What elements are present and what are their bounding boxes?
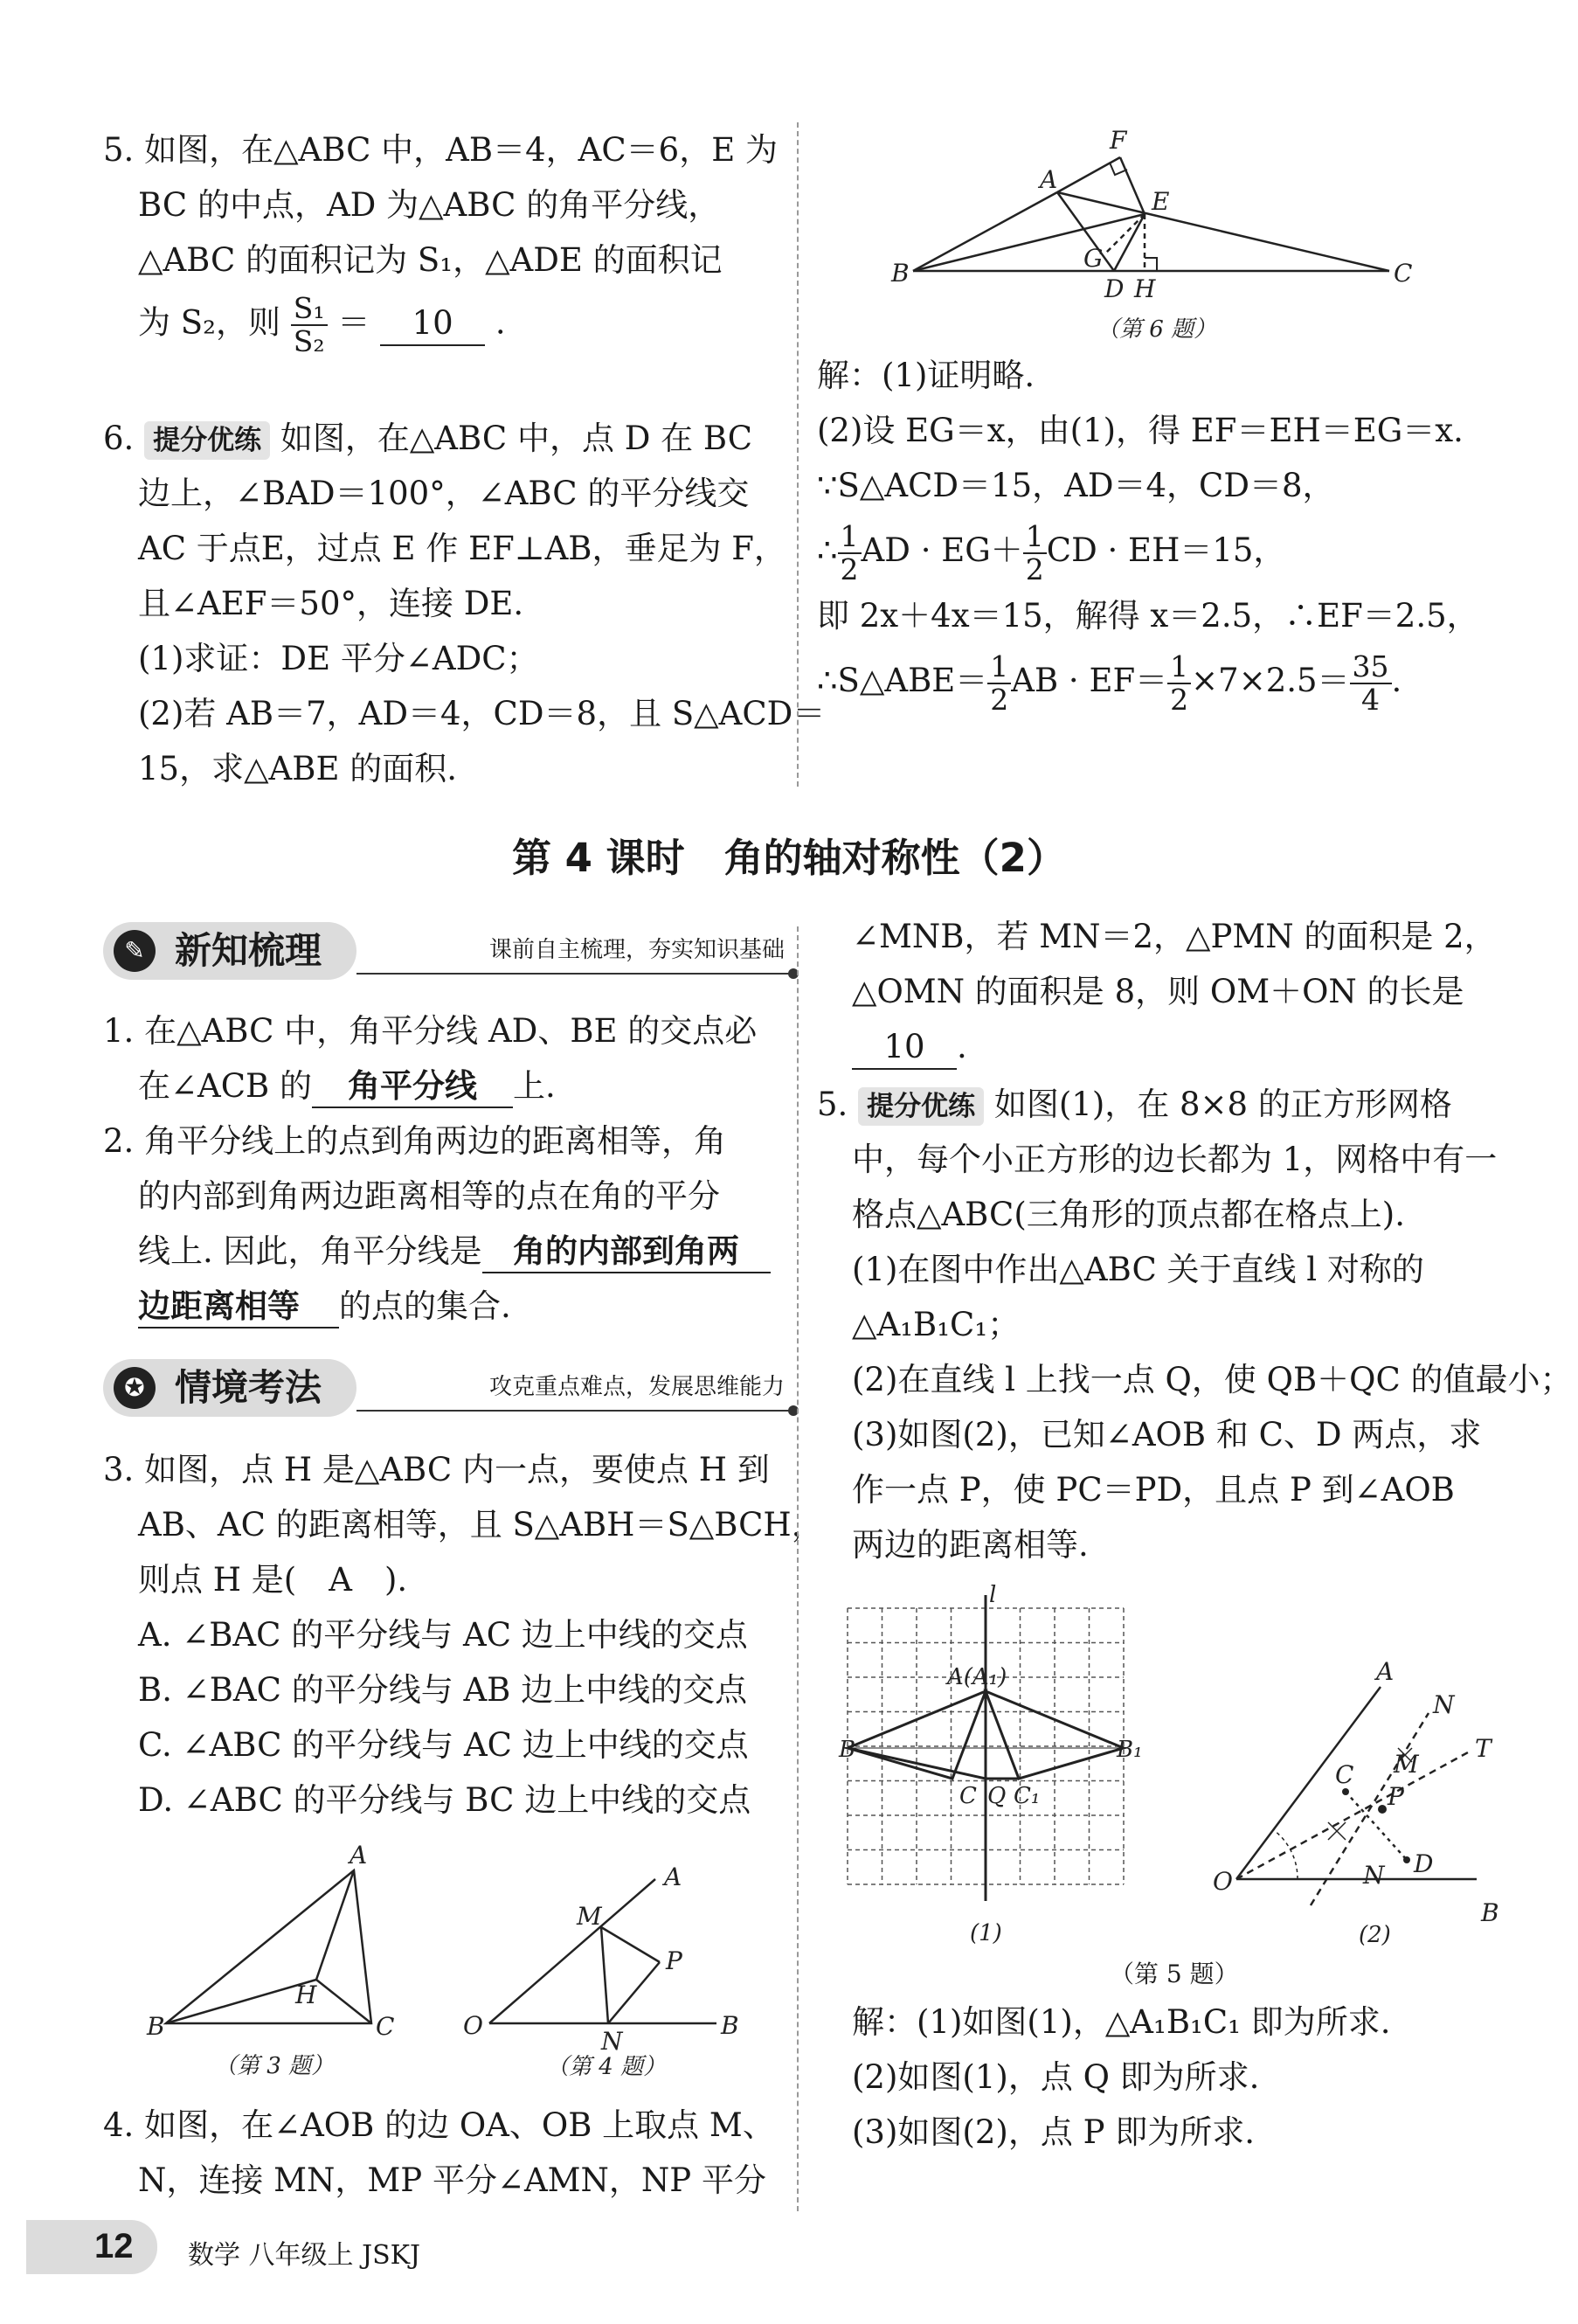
fig3-label-b: B [147, 2012, 165, 2041]
frac-den: 2 [990, 682, 1009, 717]
fig5-label-l: l [989, 1582, 997, 1608]
fig3-line-bh [166, 1980, 316, 2023]
q4-cont-3 [852, 1019, 1533, 1074]
pencil-icon: ✎ [114, 930, 156, 972]
q4-continued [852, 909, 1533, 1074]
fig6-label-e: E [1152, 187, 1170, 216]
q6-line-6: (2)若 AB＝7，AD＝4，CD＝8，且 S△ACD＝ [138, 695, 826, 732]
scene-icon: ✪ [114, 1367, 156, 1409]
q5b-block [817, 1077, 1573, 1572]
q5-line-2: BC 的中点，AD 为△ABC 的角平分线， [138, 186, 721, 224]
q5b-sol-2: (2)如图(1)，点 Q 即为所求. [852, 2058, 1260, 2096]
q6-sol-6-result [1350, 651, 1392, 716]
k2-suffix: 的点的集合. [339, 1287, 511, 1325]
q5b-line-7: (3)如图(2)，已知∠AOB 和 C、D 两点，求 [852, 1416, 1482, 1453]
q6-sol-6-half-2 [1167, 651, 1191, 716]
q6-line-7: 15，求△ABE 的面积. [138, 750, 457, 787]
q4-cont-1: ∠MNB，若 MN＝2，△PMN 的面积是 2， [852, 918, 1497, 955]
q5b-line-8: 作一点 P，使 PC＝PD，且点 P 到∠AOB [852, 1471, 1455, 1509]
q5b-solution [852, 1994, 1533, 2160]
q5-prefix: 为 S₂，则 [138, 303, 280, 342]
q5b-line-6: (2)在直线 l 上找一点 Q，使 QB＋QC 的值最小； [852, 1361, 1573, 1398]
knowledge-block [103, 1003, 793, 1334]
q5-frac-den: S₂ [293, 324, 325, 358]
q6-sol-6-half-1 [987, 651, 1011, 716]
q5b-sol-1: 解：(1)如图(1)，△A₁B₁C₁ 即为所求. [852, 2003, 1391, 2041]
fig5b-label-n-top: N [1433, 1690, 1455, 1719]
fig3-caption: （第 3 题） [214, 2053, 335, 2079]
section-title: 新知梳理 [175, 929, 322, 972]
k1-suffix: 上. [512, 1067, 556, 1105]
q4-answer: 10 [852, 1026, 957, 1070]
q5b-line-4: (1)在图中作出△ABC 关于直线 l 对称的 [852, 1251, 1424, 1288]
figure-4 [454, 1840, 769, 2089]
q5b-text-1: 如图(1)，在 8×8 的正方形网格 [993, 1086, 1452, 1123]
k2-answer-part-1: 角的内部到角两 [482, 1230, 771, 1273]
lesson-title: 第 4 课时 角的轴对称性（2） [512, 835, 1066, 881]
k1-prefix: 在∠ACB 的 [138, 1067, 312, 1105]
k1-answer: 角平分线 [312, 1065, 513, 1108]
fig4-label-a: A [664, 1863, 682, 1891]
q6-sol-6-a: ∴S△ABE＝ [817, 662, 988, 699]
q5-line-1: 5. 如图，在△ABC 中，AB＝4，AC＝6，E 为 [103, 131, 778, 169]
k1-line-2 [103, 1058, 793, 1113]
section-subtitle: 攻克重点难点，发展思维能力 [488, 1374, 785, 1400]
q6-solution [817, 348, 1533, 718]
frac-num: 1 [987, 651, 1011, 684]
q6-sol-1: 解：(1)证明略. [817, 357, 1035, 394]
fig4-label-n: N [601, 2027, 623, 2056]
q5-line-3: △ABC 的面积记为 S₁，△ADE 的面积记 [138, 241, 723, 279]
q6-sol-3: ∵S△ACD＝15，AD＝4，CD＝8， [817, 467, 1335, 504]
q3-line-2: AB、AC 的距离相等，且 S△ABH＝S△BCH， [138, 1506, 824, 1544]
section-header-xinzhi [103, 922, 793, 980]
k2-line-1: 2. 角平分线上的点到角两边的距离相等，角 [103, 1122, 727, 1160]
fig4-line-mn [601, 1927, 608, 2023]
fig5b-point-p [1378, 1805, 1387, 1814]
q6-line-5: (1)求证：DE 平分∠ADC； [138, 640, 539, 677]
fig5b-ray-oa [1236, 1687, 1381, 1879]
fig5b-arc-1 [1274, 1830, 1298, 1879]
frac-den: 2 [840, 552, 859, 586]
fig3-label-h: H [295, 1981, 317, 2009]
figure-3 [131, 1835, 419, 2089]
fig4-label-m: M [577, 1902, 602, 1931]
q6-sol-4 [817, 513, 1533, 588]
fig5b-label-n-bottom: N [1363, 1861, 1385, 1890]
fig5-label-b1: B₁ [1117, 1737, 1143, 1763]
fig5-label-c1: C₁ [1014, 1783, 1041, 1809]
fig5b-label-b: B [1481, 1898, 1499, 1927]
q4-cont-2: △OMN 的面积是 8，则 OM＋ON 的长是 [852, 973, 1464, 1010]
fig6-label-c: C [1394, 259, 1413, 288]
column-divider-top [797, 122, 799, 787]
fig3-triangle [166, 1870, 371, 2023]
q6-sol-5: 即 2x＋4x＝15，解得 x＝2.5，∴EF＝2.5， [817, 597, 1479, 635]
fig3-line-ch [316, 1980, 371, 2023]
q6-sol-6-end: . [1391, 662, 1402, 699]
k2-answer-part-2: 边距离相等 [138, 1285, 339, 1328]
q6-sol-6-c: ×7×2.5＝ [1191, 662, 1350, 699]
fig4-line-np [608, 1962, 660, 2023]
section-title: 情境考法 [175, 1366, 322, 1409]
q5b-line-5: △A₁B₁C₁； [852, 1306, 1021, 1343]
fig6-line-ac [1057, 192, 1389, 271]
figure-5-2 [1197, 1643, 1547, 1958]
frac-den: 2 [1025, 552, 1044, 586]
fig5b-label-m: M [1394, 1750, 1419, 1779]
k2-line-2: 的内部到角两边距离相等的点在角的平分 [138, 1177, 720, 1215]
frac-num: 1 [1167, 651, 1191, 684]
q5b-number: 5. [817, 1086, 848, 1123]
fig5-label-c: C [959, 1783, 977, 1809]
fig4-caption: （第 4 题） [546, 2054, 667, 2080]
page-number: 12 [94, 2227, 134, 2265]
q6-sol-4-half-1 [838, 518, 862, 586]
fig6-right-angle-h [1145, 258, 1157, 271]
q4-line-2: N，连接 MN，MP 平分∠AMN，NP 平分 [138, 2161, 766, 2199]
q6-line-2: 边上，∠BAD＝100°，∠ABC 的平分线交 [138, 475, 750, 512]
fig6-label-h: H [1134, 274, 1156, 303]
figure-6 [874, 122, 1450, 350]
q3-line-1: 3. 如图，点 H 是△ABC 内一点，要使点 H 到 [103, 1451, 770, 1488]
fig3-label-c: C [376, 2012, 395, 2041]
q5-block [103, 122, 793, 357]
k2-line-3 [103, 1224, 793, 1279]
frac-num: 1 [838, 521, 862, 554]
q5b-line-3: 格点△ABC(三角形的顶点都在格点上). [852, 1196, 1405, 1233]
q6-sol-4-therefore: ∴ [817, 531, 838, 569]
frac-den: 2 [1170, 682, 1189, 717]
q5-end: . [495, 303, 506, 342]
q5-line-4 [103, 293, 793, 357]
q6-line-1 [103, 411, 793, 466]
q6-line-3: AC 于点E，过点 E 作 EF⊥AB，垂足为 F， [138, 530, 786, 567]
fig6-label-b: B [891, 259, 910, 288]
fig4-label-b: B [721, 2011, 739, 2040]
q4-line-1: 4. 如图，在∠AOB 的边 OA、OB 上取点 M、 [103, 2106, 775, 2144]
fig5b-label-d: D [1414, 1849, 1434, 1878]
fig5b-point-c [1342, 1788, 1349, 1795]
fig6-line-be [913, 214, 1145, 271]
fig6-label-f: F [1110, 126, 1127, 155]
q5-eq: ＝ [337, 303, 370, 342]
fig5-sub-1: (1) [970, 1920, 1002, 1946]
q6-number: 6. [103, 420, 135, 457]
q3-option-c: C. ∠ABC 的平分线与 AC 边上中线的交点 [138, 1726, 749, 1764]
k2-line-4 [103, 1279, 793, 1334]
q6-line-4: 且∠AEF＝50°，连接 DE. [138, 585, 524, 622]
q6-sol-4-half-2 [1023, 518, 1047, 586]
section-subtitle: 课前自主梳理，夯实知识基础 [488, 937, 785, 963]
section-header-qingjing [103, 1359, 793, 1417]
fig6-label-a: A [1040, 165, 1058, 194]
fig6-label-g: G [1083, 244, 1104, 273]
q5b-line-1 [817, 1077, 1533, 1132]
fig5-label-b: B [839, 1737, 856, 1763]
section-rule [356, 1410, 793, 1412]
frac-num: 1 [1023, 521, 1047, 554]
k2-prefix: 线上. 因此，角平分线是 [138, 1232, 482, 1270]
fig6-label-d: D [1104, 274, 1125, 303]
q6-block [103, 411, 826, 796]
q6-sol-4-c: CD · EH＝15， [1046, 531, 1286, 569]
q5-answer: 10 [380, 302, 485, 346]
q5b-line-2: 中，每个小正方形的边长都为 1，网格中有一 [852, 1141, 1498, 1178]
section-rule [356, 973, 793, 975]
fig5-label-q: Q [987, 1783, 1007, 1809]
fig5-sub-2: (2) [1359, 1922, 1391, 1948]
fig5b-label-o: O [1213, 1867, 1233, 1896]
q5-frac-num: S₁ [291, 293, 328, 326]
q5-fraction [291, 293, 328, 357]
fig6-line-ed [1114, 214, 1145, 271]
fig6-line-fe [1120, 157, 1145, 214]
fig5b-label-p: P [1388, 1782, 1404, 1811]
q3-line-3: 则点 H 是( A ). [138, 1561, 408, 1599]
q3-option-b: B. ∠BAC 的平分线与 AB 边上中线的交点 [138, 1671, 748, 1709]
q6-sol-6 [817, 643, 1533, 718]
column-divider-bottom [797, 926, 799, 2211]
fig6-line-af [1057, 157, 1120, 192]
fig4-line-mp [601, 1927, 660, 1962]
fig4-label-o: O [463, 2011, 483, 2040]
figure-5-1 [839, 1582, 1143, 1953]
frac-num: 35 [1350, 651, 1392, 684]
q4-block [103, 2098, 793, 2208]
fig4-ray-oa [489, 1879, 655, 2023]
fig6-caption: （第 6 题） [1097, 316, 1217, 343]
q3-option-d: D. ∠ABC 的平分线与 BC 边上中线的交点 [138, 1781, 751, 1819]
q6-sol-6-b: AB · EF＝ [1011, 662, 1168, 699]
fig6-line-ba [913, 192, 1057, 271]
q6-sol-4-b: AD · EG＋ [861, 531, 1023, 569]
q5b-tag: 提分优练 [858, 1087, 984, 1126]
q4-end: . [957, 1028, 967, 1065]
q3-block [103, 1442, 824, 1828]
fig3-label-a: A [350, 1841, 368, 1870]
q6-text-1: 如图，在△ABC 中，点 D 在 BC [280, 420, 753, 457]
fig5b-label-c: C [1335, 1760, 1354, 1789]
fig5b-point-d [1403, 1856, 1410, 1863]
fig5-label-a: A(A₁) [947, 1664, 1007, 1690]
fig5b-label-t: T [1475, 1734, 1491, 1763]
k1-line-1: 1. 在△ABC 中，角平分线 AD、BE 的交点必 [103, 1012, 758, 1050]
fig5b-label-a: A [1376, 1657, 1395, 1686]
q5b-line-9: 两边的距离相等. [852, 1526, 1089, 1564]
q6-sol-2: (2)设 EG＝x，由(1)，得 EF＝EH＝EG＝x. [817, 412, 1464, 449]
page-number-tab [26, 2220, 157, 2274]
q6-tag: 提分优练 [144, 421, 270, 460]
frac-den: 4 [1361, 682, 1381, 717]
fig5-caption: （第 5 题） [1110, 1960, 1239, 1988]
fig4-label-p: P [666, 1946, 682, 1975]
q3-option-a: A. ∠BAC 的平分线与 AC 边上中线的交点 [138, 1616, 748, 1654]
q5b-sol-3: (3)如图(2)，点 P 即为所求. [852, 2113, 1255, 2151]
footer-text: 数学 八年级上 JSKJ [188, 2240, 421, 2271]
